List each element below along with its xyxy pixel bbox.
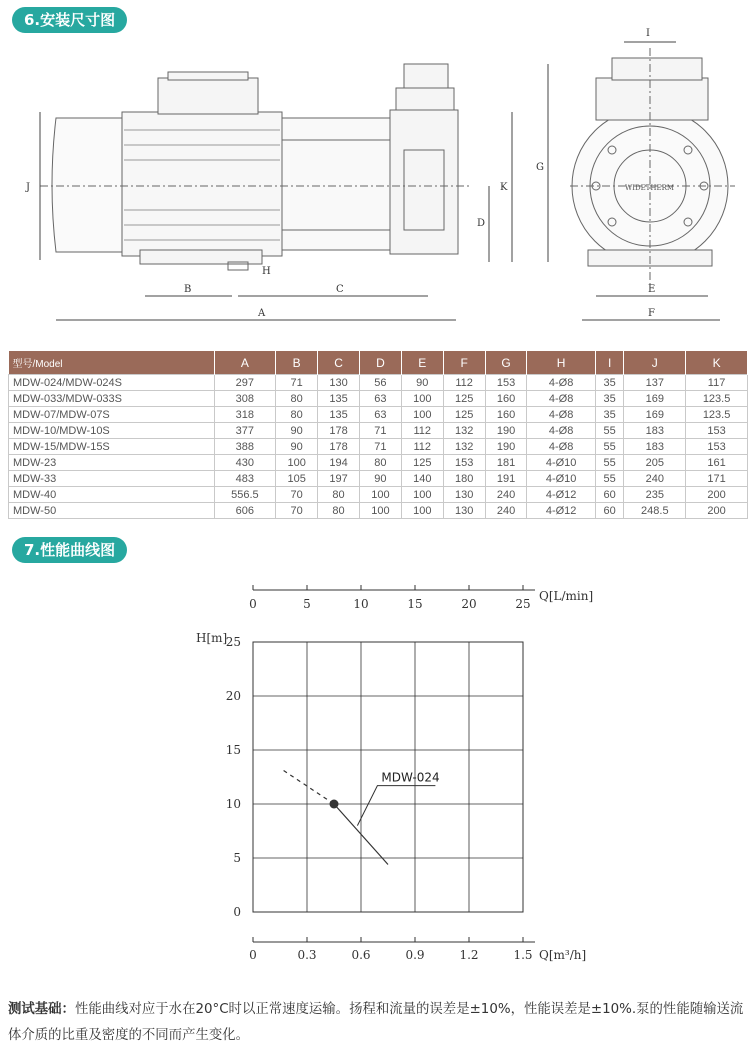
header-cell: G [485,351,527,375]
value-cell: 100 [401,407,443,423]
value-cell: 100 [401,391,443,407]
value-cell: 160 [485,407,527,423]
value-cell: 56 [359,375,401,391]
value-cell: 200 [686,487,748,503]
performance-chart [190,575,610,975]
value-cell: 90 [401,375,443,391]
value-cell: 430 [214,455,276,471]
value-cell: 80 [276,391,318,407]
value-cell: 297 [214,375,276,391]
y-axis-tick-label: 10 [225,797,241,811]
value-cell: 125 [443,391,485,407]
table-row [9,487,748,503]
dim-label-A: A [258,308,266,319]
model-cell: MDW-40 [9,487,215,503]
series-leader-line [357,786,435,826]
value-cell: 4-Ø8 [527,375,595,391]
value-cell: 55 [595,423,624,439]
note-heading: 测试基础： [8,1002,75,1017]
value-cell: 197 [318,471,360,487]
value-cell: 205 [624,455,686,471]
header-cell: E [401,351,443,375]
value-cell: 132 [443,423,485,439]
spec-table [8,351,748,519]
value-cell: 100 [276,455,318,471]
table-row [9,455,748,471]
value-cell: 4-Ø12 [527,503,595,519]
value-cell: 4-Ø12 [527,487,595,503]
value-cell: 240 [485,503,527,519]
value-cell: 248.5 [624,503,686,519]
value-cell: 35 [595,407,624,423]
bottom-axis-tick-label: 1.2 [459,948,479,962]
value-cell: 70 [276,503,318,519]
value-cell: 153 [443,455,485,471]
value-cell: 117 [686,375,748,391]
install-title-text: 6.安装尺寸图 [24,11,116,29]
value-cell: 80 [318,487,360,503]
value-cell: 112 [401,423,443,439]
value-cell: 60 [595,487,624,503]
value-cell: 4-Ø10 [527,471,595,487]
value-cell: 105 [276,471,318,487]
model-cell: MDW-07/MDW-07S [9,407,215,423]
y-axis-tick-label: 15 [225,743,241,757]
dim-label-C: C [336,284,344,295]
value-cell: 80 [276,407,318,423]
model-cell: MDW-10/MDW-10S [9,423,215,439]
y-axis-label: H[m] [196,631,228,645]
value-cell: 240 [624,471,686,487]
table-row [9,407,748,423]
value-cell: 183 [624,423,686,439]
bottom-axis-tick-label: 0.6 [351,948,371,962]
value-cell: 132 [443,439,485,455]
header-cell: B [276,351,318,375]
curve-title-text: 7.性能曲线图 [24,541,116,559]
value-cell: 130 [443,487,485,503]
table-row [9,375,748,391]
dim-label-G: G [536,162,544,173]
model-cell: MDW-024/MDW-024S [9,375,215,391]
bottom-axis-tick-label: 0.9 [405,948,425,962]
dim-label-J: J [26,182,31,193]
value-cell: 130 [318,375,360,391]
operating-point-marker [330,800,339,809]
top-axis-tick-label: 15 [407,597,423,611]
value-cell: 190 [485,439,527,455]
value-cell: 171 [686,471,748,487]
dim-label-F: F [648,308,655,319]
value-cell: 4-Ø8 [527,423,595,439]
value-cell: 483 [214,471,276,487]
section-title-curve [12,537,127,563]
value-cell: 100 [401,487,443,503]
series-label: MDW-024 [381,770,440,785]
dim-label-E: E [648,284,656,295]
value-cell: 100 [401,503,443,519]
header-cell: H [527,351,595,375]
value-cell: 4-Ø10 [527,455,595,471]
value-cell: 169 [624,391,686,407]
value-cell: 80 [359,455,401,471]
value-cell: 90 [276,439,318,455]
value-cell: 100 [359,487,401,503]
value-cell: 235 [624,487,686,503]
value-cell: 125 [443,407,485,423]
value-cell: 125 [401,455,443,471]
header-cell: K [686,351,748,375]
value-cell: 194 [318,455,360,471]
dim-label-H: H [262,266,271,277]
model-cell: MDW-23 [9,455,215,471]
value-cell: 71 [359,423,401,439]
header-cell: 型号/Model [9,351,215,375]
header-cell: F [443,351,485,375]
value-cell: 71 [276,375,318,391]
y-axis-tick-label: 0 [233,905,241,919]
top-axis-tick-label: 0 [249,597,257,611]
value-cell: 153 [686,423,748,439]
y-axis-tick-label: 5 [233,851,241,865]
test-basis-note [8,997,746,1049]
section-title-install [12,7,127,33]
value-cell: 123.5 [686,407,748,423]
top-axis-tick-label: 20 [461,597,477,611]
value-cell: 63 [359,407,401,423]
bottom-axis-tick-label: 0 [249,948,257,962]
value-cell: 318 [214,407,276,423]
bottom-axis-tick-label: 1.5 [513,948,533,962]
top-axis-tick-label: 10 [353,597,369,611]
value-cell: 377 [214,423,276,439]
value-cell: 180 [443,471,485,487]
header-cell: A [214,351,276,375]
value-cell: 90 [276,423,318,439]
value-cell: 169 [624,407,686,423]
table-row [9,423,748,439]
model-cell: MDW-33 [9,471,215,487]
top-axis-label: Q[L/min] [539,589,594,603]
bottom-axis-tick-label: 0.3 [297,948,317,962]
bottom-axis-label: Q[m³/h] [539,948,587,962]
value-cell: 55 [595,439,624,455]
dim-label-I: I [646,28,650,39]
y-axis-tick-label: 20 [225,689,241,703]
value-cell: 55 [595,471,624,487]
value-cell: 60 [595,503,624,519]
value-cell: 240 [485,487,527,503]
value-cell: 112 [401,439,443,455]
value-cell: 55 [595,455,624,471]
value-cell: 35 [595,391,624,407]
value-cell: 130 [443,503,485,519]
table-row [9,503,748,519]
value-cell: 135 [318,391,360,407]
value-cell: 90 [359,471,401,487]
header-cell: I [595,351,624,375]
value-cell: 4-Ø8 [527,439,595,455]
table-row [9,471,748,487]
value-cell: 556.5 [214,487,276,503]
value-cell: 178 [318,439,360,455]
table-row [9,391,748,407]
value-cell: 80 [318,503,360,519]
value-cell: 181 [485,455,527,471]
top-axis-tick-label: 5 [303,597,311,611]
value-cell: 606 [214,503,276,519]
value-cell: 63 [359,391,401,407]
value-cell: 112 [443,375,485,391]
model-cell: MDW-15/MDW-15S [9,439,215,455]
model-cell: MDW-033/MDW-033S [9,391,215,407]
dim-label-K: K [500,182,508,193]
header-cell: D [359,351,401,375]
header-cell: C [318,351,360,375]
curve-dashed-segment [284,771,334,804]
value-cell: 135 [318,407,360,423]
value-cell: 123.5 [686,391,748,407]
header-cell: J [624,351,686,375]
installation-drawing [0,28,750,340]
value-cell: 388 [214,439,276,455]
value-cell: 308 [214,391,276,407]
dim-label-D: D [477,218,486,229]
value-cell: 100 [359,503,401,519]
value-cell: 71 [359,439,401,455]
value-cell: 161 [686,455,748,471]
value-cell: 200 [686,503,748,519]
value-cell: 70 [276,487,318,503]
value-cell: 190 [485,423,527,439]
dim-label-B: B [184,284,192,295]
value-cell: 4-Ø8 [527,407,595,423]
value-cell: 4-Ø8 [527,391,595,407]
y-axis-tick-label: 25 [225,635,241,649]
value-cell: 183 [624,439,686,455]
top-axis-tick-label: 25 [515,597,531,611]
value-cell: 153 [686,439,748,455]
value-cell: 35 [595,375,624,391]
value-cell: 160 [485,391,527,407]
spec-table-header [9,351,748,375]
value-cell: 178 [318,423,360,439]
table-row [9,439,748,455]
value-cell: 140 [401,471,443,487]
model-cell: MDW-50 [9,503,215,519]
value-cell: 191 [485,471,527,487]
value-cell: 137 [624,375,686,391]
value-cell: 153 [485,375,527,391]
brand-logo: WIDETHERM [625,184,675,192]
note-text: 性能曲线对应于水在20°C时以正常速度运输。扬程和流量的误差是±10%，性能误差是±10%.泵的性能随输送流体介质的比重及密度的不同而产生变化。 [8,1002,744,1043]
